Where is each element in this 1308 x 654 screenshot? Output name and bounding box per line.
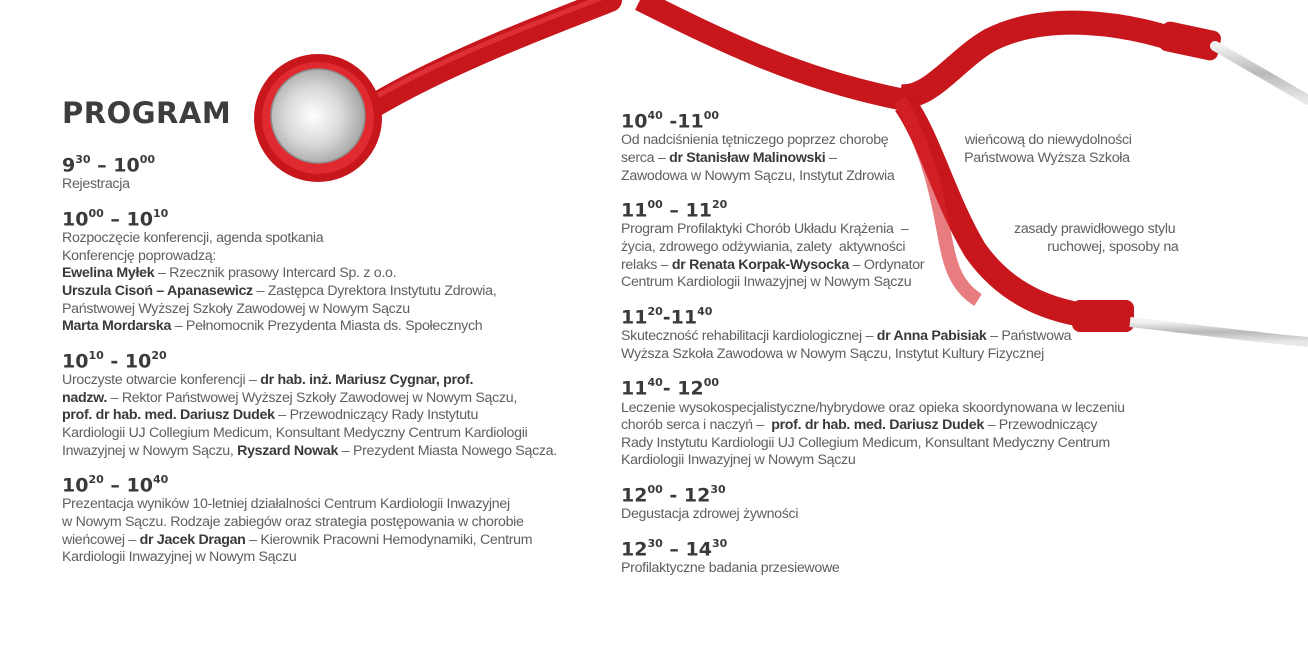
description-line	[621, 417, 1181, 435]
speaker-name: prof. dr hab. med. Dariusz Dudek	[62, 407, 275, 424]
session-time	[621, 106, 1181, 132]
description-line	[621, 132, 1181, 150]
speaker-name: dr Renata Korpak-Wysocka	[671, 256, 849, 273]
time-sep: -	[662, 306, 671, 329]
description-text: Rejestracja	[62, 176, 130, 193]
session-time	[621, 373, 1181, 399]
description-text: – Prezydent Miasta Nowego Sącza.	[338, 442, 557, 459]
time-s2: 00	[703, 109, 720, 122]
session-description	[621, 400, 1181, 470]
description-text: – Kierownik Pracowni Hemodynamiki, Centrum	[245, 531, 533, 548]
time-s2: 30	[711, 536, 728, 550]
description-line	[62, 496, 622, 514]
speaker-name: Ryszard Nowak	[237, 442, 339, 459]
speaker-name: nadzw.	[62, 389, 107, 406]
description-line	[621, 328, 1181, 346]
time-t1: 11	[621, 199, 648, 222]
description-line	[62, 301, 622, 319]
description-text: Centrum Kardiologii Inwazyjnej w Nowym Sączu	[621, 274, 912, 291]
description-text: Kardiologii UJ Collegium Medicum, Konsultant Medyczny Centrum Kardiologii	[62, 424, 528, 441]
time-t2: 10	[113, 154, 140, 177]
description-text: Skuteczność rehabilitacji kardiologicznej –	[621, 328, 877, 345]
program-session	[621, 106, 1181, 185]
time-t2: 11	[670, 306, 698, 329]
time-sep: -	[662, 377, 678, 400]
description-line	[62, 372, 622, 390]
speaker-name: prof. dr hab. med. Dariusz Dudek	[771, 417, 984, 434]
time-t1: 9	[62, 154, 76, 177]
time-sep: -	[662, 484, 684, 507]
time-t2: 12	[683, 484, 711, 507]
speaker-name: Marta Mordarska	[62, 318, 172, 335]
description-text: – Rektor Państwowej Wyższej Szkoły Zawodowej w Nowym Sączu,	[106, 389, 517, 406]
session-time	[621, 480, 1181, 506]
description-text: Uroczyste otwarcie konferencji –	[62, 372, 261, 389]
time-t2: 10	[126, 474, 153, 497]
speaker-name: Ewelina Myłek	[62, 265, 155, 282]
description-text: relaks –	[621, 256, 672, 273]
description-line	[62, 283, 622, 301]
time-t1: 10	[62, 350, 89, 373]
description-line	[62, 390, 622, 408]
description-text: Program Profilaktyki Chorób Układu Krążenia – zasady prawidłowego stylu	[621, 221, 1176, 238]
time-sep: -	[103, 350, 125, 373]
description-text: Kardiologii Inwazyjnej w Nowym Sączu	[62, 549, 297, 566]
time-s1: 20	[647, 304, 663, 318]
time-sep: –	[103, 208, 127, 231]
description-text: – Przewodniczący	[983, 417, 1098, 434]
session-description	[621, 132, 1181, 185]
program-session	[621, 534, 1181, 578]
description-text: wieńcowej –	[62, 531, 140, 548]
description-text: – Zastępca Dyrektora Instytutu Zdrowia,	[252, 283, 497, 300]
description-text: – Państwowa	[986, 328, 1072, 345]
description-text: Kardiologii Inwazyjnej w Nowym Sączu	[621, 452, 856, 469]
description-line	[62, 532, 622, 550]
time-s2: 00	[139, 153, 156, 166]
time-s1: 00	[88, 206, 104, 220]
session-time	[62, 150, 622, 176]
description-text: Inwazyjnej w Nowym Sączu,	[62, 442, 238, 459]
description-text: Zawodowa w Nowym Sączu, Instytut Zdrowia	[621, 167, 895, 184]
session-time	[621, 195, 1181, 221]
description-line	[621, 168, 1181, 186]
session-time	[621, 534, 1181, 560]
speaker-name: dr hab. inż. Mariusz Cygnar, prof.	[260, 372, 474, 389]
time-sep: –	[90, 154, 114, 177]
description-text: – Pełnomocnik Prezydenta Miasta ds. Społecznych	[171, 318, 483, 335]
description-text: Degustacja zdrowej żywności	[621, 506, 799, 523]
time-t2: 11	[677, 110, 704, 133]
description-line	[621, 239, 1181, 257]
description-line	[62, 318, 622, 336]
description-line	[62, 443, 622, 461]
description-text: życia, zdrowego odżywiania, zalety aktywności ruchowej, sposoby na	[621, 239, 1179, 256]
time-s2: 20	[711, 198, 728, 212]
description-text: Profilaktyczne badania przesiewowe	[621, 560, 840, 577]
time-t2: 14	[685, 538, 712, 561]
description-line	[621, 560, 1181, 578]
time-s2: 40	[152, 473, 169, 487]
program-session	[62, 150, 622, 194]
program-session	[621, 195, 1181, 292]
description-line	[62, 176, 622, 194]
time-t1: 10	[621, 110, 648, 133]
speaker-name: dr Stanisław Malinowski	[669, 149, 826, 166]
time-s1: 30	[75, 153, 91, 166]
time-t2: 11	[685, 199, 712, 222]
description-text: Rady Instytutu Kardiologii UJ Collegium Medicum, Konsultant Medyczny Centrum	[621, 434, 1110, 451]
session-description	[621, 328, 1181, 363]
description-line	[62, 514, 622, 532]
time-s1: 40	[647, 109, 663, 122]
program-session	[62, 204, 622, 336]
description-text: Leczenie wysokospecjalistyczne/hybrydowe oraz opieka skoordynowana w leczeniu	[621, 399, 1125, 416]
time-t2: 10	[124, 350, 152, 373]
description-text: – Przewodniczący Rady Instytutu	[274, 407, 479, 424]
speaker-name: Urszula Cisoń – Apanasewicz	[62, 283, 253, 300]
program-session	[621, 373, 1181, 470]
session-description	[621, 560, 1181, 578]
time-sep: -	[662, 110, 678, 133]
time-t2: 10	[126, 208, 153, 231]
time-s1: 40	[647, 376, 663, 390]
description-text: – Państwowa Wyższa Szkoła	[825, 149, 1130, 166]
time-s2: 10	[152, 206, 169, 220]
description-line	[621, 506, 1181, 524]
description-line	[621, 221, 1181, 239]
session-time	[621, 302, 1181, 328]
description-line	[621, 257, 1181, 275]
time-s1: 30	[647, 536, 663, 550]
description-text: – Rzecznik prasowy Intercard Sp. z o.o.	[154, 265, 397, 282]
time-s1: 10	[88, 348, 104, 362]
description-line	[621, 435, 1181, 453]
time-s2: 20	[151, 348, 167, 362]
time-t2: 12	[677, 377, 704, 400]
description-text: chorób serca i naczyń –	[621, 417, 772, 434]
session-description	[62, 372, 622, 460]
description-line	[621, 346, 1181, 364]
time-t1: 10	[62, 208, 89, 231]
program-session	[62, 346, 622, 460]
speaker-name: dr Anna Pabisiak	[876, 328, 987, 345]
time-t1: 12	[621, 538, 648, 561]
description-text: Państwowej Wyższej Szkoły Zawodowej w Nowym Sączu	[62, 300, 410, 317]
description-line	[62, 549, 622, 567]
description-line	[621, 400, 1181, 418]
description-text: Prezentacja wyników 10-letniej działalności Centrum Kardiologii Inwazyjnej	[62, 496, 510, 513]
session-time	[62, 346, 622, 372]
description-line	[62, 407, 622, 425]
description-text: – Ordynator	[848, 256, 925, 273]
session-time	[62, 470, 622, 496]
description-text: Wyższa Szkoła Zawodowa w Nowym Sączu, Instytut Kultury Fizycznej	[621, 345, 1044, 362]
description-text: w Nowym Sączu. Rodzaje zabiegów oraz strategia postępowania w chorobie	[62, 514, 524, 531]
description-line	[62, 248, 622, 266]
session-description	[621, 506, 1181, 524]
program-column-right	[621, 104, 1181, 586]
time-sep: –	[662, 199, 686, 222]
program-session	[621, 480, 1181, 524]
speaker-name: dr Jacek Dragan	[139, 531, 246, 548]
time-s1: 00	[647, 198, 663, 212]
time-t1: 11	[621, 377, 648, 400]
time-s2: 00	[703, 376, 720, 390]
program-column-left	[62, 148, 622, 575]
description-text: Rozpoczęcie konferencji, agenda spotkania	[62, 230, 324, 247]
program-session	[621, 302, 1181, 364]
time-t1: 11	[621, 306, 648, 329]
session-description	[621, 221, 1181, 291]
description-text: Od nadciśnienia tętniczego poprzez chorobę wieńcową do niewydolności	[621, 132, 1132, 149]
description-text: Konferencję poprowadzą:	[62, 247, 216, 264]
description-line	[62, 425, 622, 443]
session-description	[62, 496, 622, 566]
description-line	[62, 265, 622, 283]
description-line	[621, 452, 1181, 470]
time-s2: 40	[697, 304, 713, 318]
session-description	[62, 230, 622, 336]
session-time	[62, 204, 622, 230]
time-sep: –	[103, 474, 127, 497]
page-title: PROGRAM	[62, 96, 232, 130]
description-line	[621, 274, 1181, 292]
time-s1: 00	[647, 483, 663, 497]
time-s2: 30	[710, 483, 726, 497]
time-t1: 12	[621, 484, 648, 507]
time-t1: 10	[62, 474, 89, 497]
session-description	[62, 176, 622, 194]
program-session	[62, 470, 622, 567]
time-sep: –	[662, 538, 686, 561]
time-s1: 20	[88, 473, 104, 487]
description-text: serca –	[621, 149, 670, 166]
description-line	[621, 150, 1181, 168]
description-line	[62, 230, 622, 248]
